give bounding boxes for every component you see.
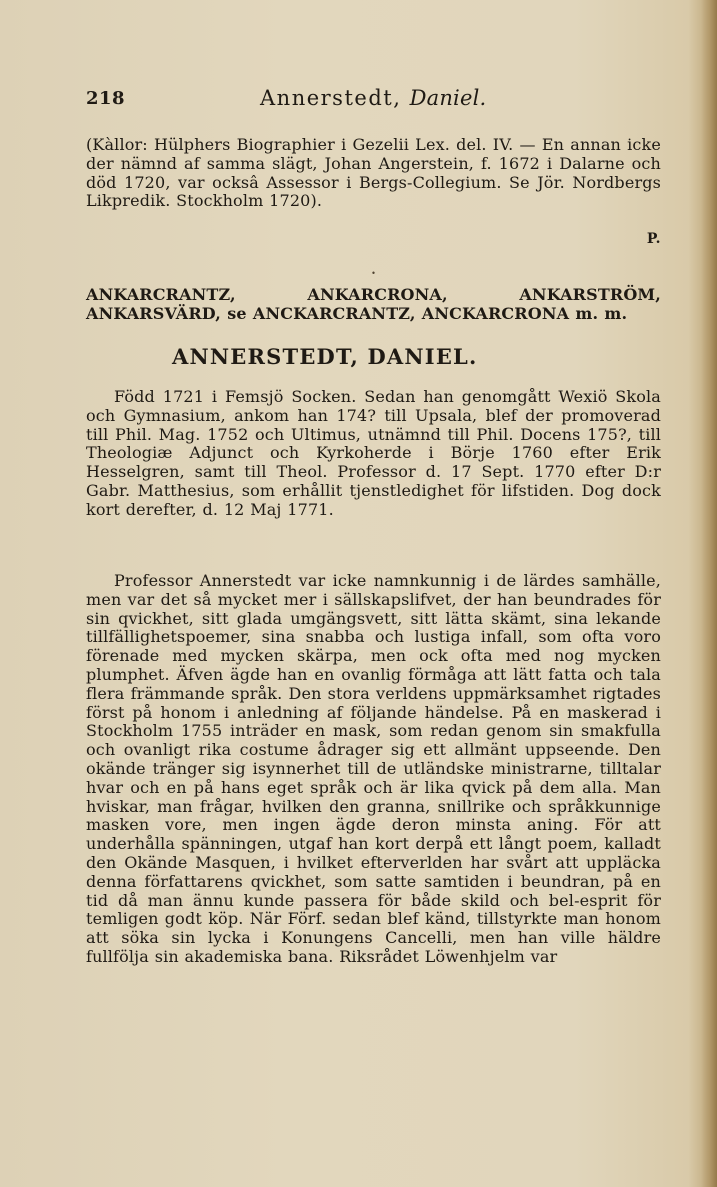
- entry-heading: ANNERSTEDT, DANIEL.: [172, 344, 478, 369]
- source-note: [86, 135, 661, 278]
- entry-paragraph-2: [86, 572, 661, 967]
- note-signature: P.: [646, 231, 661, 247]
- running-title-suffix: Daniel.: [409, 86, 487, 110]
- entry-paragraph-1: [86, 388, 661, 520]
- source-note-text: (Kàllor: Hülphers Biographier i Gezelii Lex. del. IV. — En annan icke der nämnd af samma slägt, Johan Angerstein, f. 1672 i Dalarne och död 1720, var ocksâ Assessor i Bergs-Collegium. Se Jör. Nordbergs Likpredik. Stockholm 1720).: [86, 135, 661, 211]
- cross-reference: [86, 286, 661, 324]
- page-number: 218: [86, 88, 126, 109]
- running-title-name: Annerstedt,: [260, 86, 402, 110]
- page-edge-shadow: [701, 0, 717, 1187]
- running-head: [86, 78, 661, 116]
- ornament-dot: •: [371, 269, 376, 278]
- entry-paragraph-2-text: Professor Annerstedt var icke namnkunnig i de lärdes samhälle, men var det så mycket mer i sällskapslifvet, der han beundrades för sin qvickhet, sitt glada umgängsvett, sitt lätta skämt, sina lekande tillfällighetspoemer, sina snabba och lustiga infall, som ofta voro förenade med mycken skärpa, men ock ofta med nog mycken plumphet. Äfven ägde han en ovanlig förmåga att lätt fatta och tala flera främmande språk. Den stora verldens uppmärksamhet rigtades först på honom i anledning af följande händelse. På en maskerad i Stockholm 1755 inträder en mask, som redan genom sin smakfulla och ovanligt rika costume ådrager sig ett allmänt uppseende. Den okände tränger sig isynnerhet till de utländske ministrarne, tilltalar hvar och en på hans eget språk och är lika qvick på dem alla. Man hviskar, man frågar, hvilken den granna, snillrike och språkkunnige masken vore, men ingen ägde deron minsta aning. För att underhålla spänningen, utgaf han kort derpå ett långt poem, kalladt den Okände Masquen, i hvilket efterverlden har svårt att uppläcka denna författarens qvickhet, som satte samtiden i beundran, på en tid då man ännu kunde passera för både skild och bel-esprit för temligen godt köp. När Förf. sedan blef känd, tillstyrkte man honom att söka sin lycka i Konungens Cancelli, men han ville häldre fullfölja sin akademiska bana. Riksrådet Löwenhjelm var: [86, 571, 661, 966]
- entry-paragraph-1-text: Född 1721 i Femsjö Socken. Sedan han genomgått Wexiö Skola och Gymnasium, ankom han 174? till Upsala, blef der promoverad till Phil. Mag. 1752 och Ultimus, utnämnd till Phil. Docens 175?, till Theologiæ Adjunct och Kyrkoherde i Börje 1760 efter Erik Hesselgren, samt till Theol. Professor d. 17 Sept. 1770 efter D:r Gabr. Matthesius, som erhållit tjenstledighet för lifstiden. Dog dock kort derefter, d. 12 Maj 1771.: [86, 387, 661, 519]
- running-title: [260, 86, 486, 110]
- cross-reference-text: ANKARCRANTZ, ANKARCRONA, ANKARSTRÖM, ANKARSVÄRD, se ANCKARCRANTZ, ANCKARCRONA m. m.: [86, 285, 661, 323]
